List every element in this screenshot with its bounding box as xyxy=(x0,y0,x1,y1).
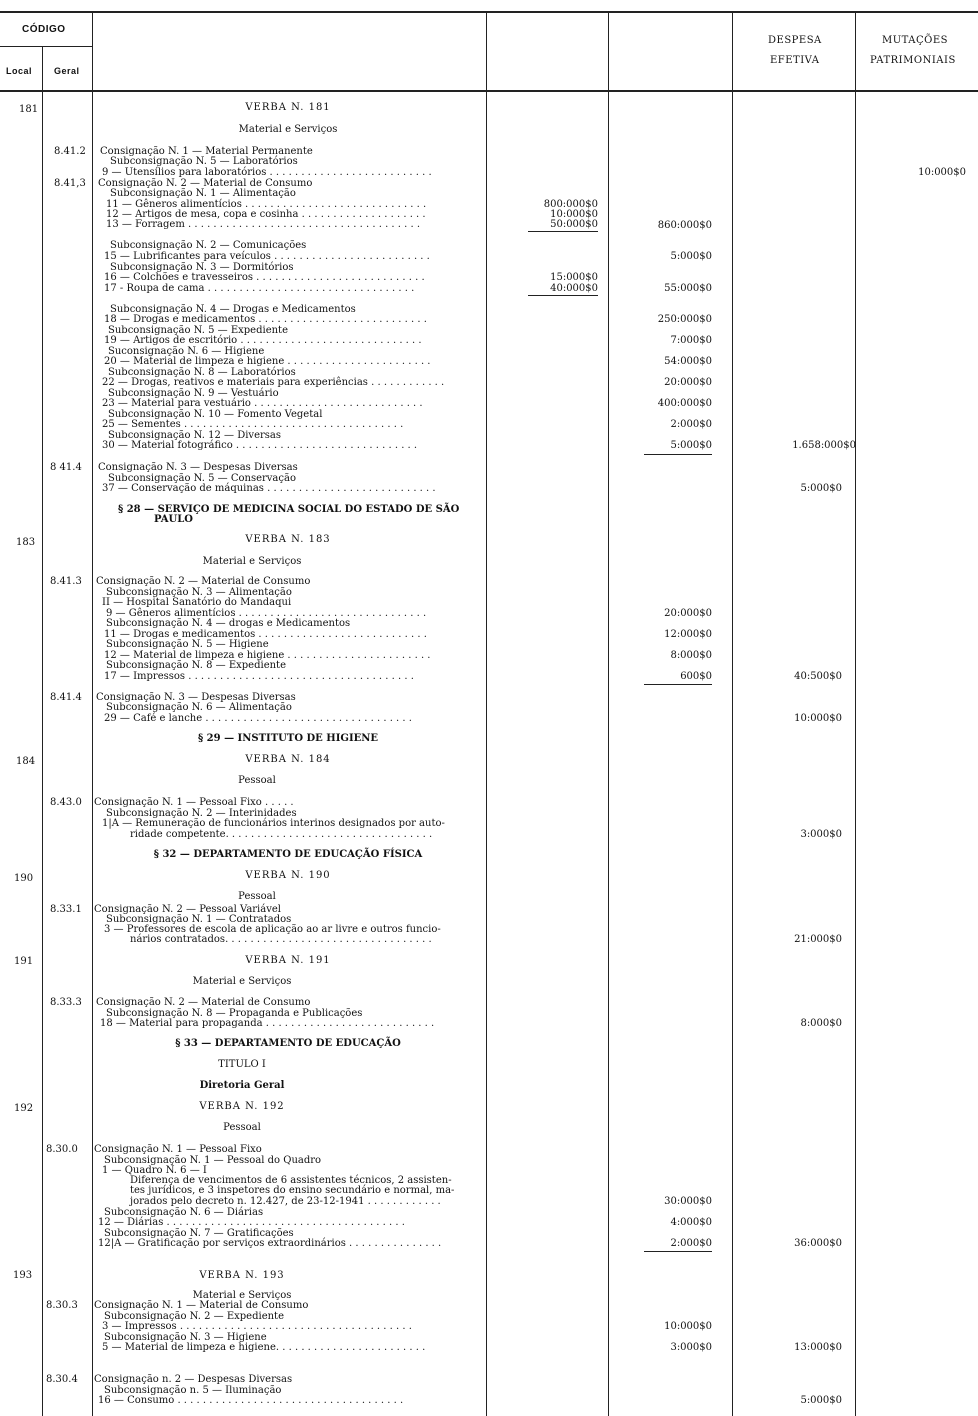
paragraph-heading: § 32 — DEPARTAMENTO DE EDUCAÇÃO FÍSICA xyxy=(153,849,423,860)
item-line: 12|A — Gratificação por serviços extraordinários . . . . . . . . . . . . . . . xyxy=(98,1238,442,1249)
col1-value: 40:000$0 xyxy=(550,283,598,294)
item-line: 3 — Impressos . . . . . . . . . . . . . . . . . . . . . . . . . . . . . . . . . . . . . xyxy=(102,1321,412,1332)
section-subheading: Pessoal xyxy=(223,1122,261,1133)
col2-value: 10:000$0 xyxy=(664,1321,712,1332)
local-code: 181 xyxy=(19,104,39,115)
consignacao-line: Consignação N. 1 — Material de Consumo xyxy=(94,1300,309,1311)
col2-value: 12:000$0 xyxy=(664,629,712,640)
col2-value: 7:000$0 xyxy=(670,335,712,346)
item-line: 3 — Professores de escola de aplicação ao ar livre e outros funcio- xyxy=(104,924,441,935)
verba-heading: VERBA N. 184 xyxy=(245,754,331,765)
subconsignacao-line: Subconsignação N. 2 — Interinidades xyxy=(106,808,297,819)
subtotal-rule xyxy=(644,1251,712,1252)
item-line: 1 — Quadro N. 6 — I xyxy=(102,1165,207,1176)
item-line: 1|A — Remuneração de funcionários interinos designados por auto- xyxy=(102,818,445,829)
subconsignacao-line: Subconsignação N. 1 — Alimentação xyxy=(110,188,296,199)
item-line: 23 — Material para vestuário . . . . . . . . . . . . . . . . . . . . . . . . . . . xyxy=(102,398,423,409)
subconsignacao-line: Subconsignação N. 8 — Laboratórios xyxy=(108,367,296,378)
consignacao-line: Consignação N. 2 — Material de Consumo xyxy=(98,178,313,189)
subconsignacao-line: Subconsignação N. 2 — Comunicações xyxy=(110,240,307,251)
item-line: 29 — Café e lanche . . . . . . . . . . . . . . . . . . . . . . . . . . . . . . . . . xyxy=(104,713,412,724)
item-line: 30 — Material fotográfico . . . . . . . . . . . . . . . . . . . . . . . . . . . . . xyxy=(102,440,418,451)
item-line: 12 — Material de limpeza e higiene . . . . . . . . . . . . . . . . . . . . . . . xyxy=(104,650,431,661)
subconsignacao-line: Subconsignação N. 5 — Higiene xyxy=(106,639,269,650)
despesa-value: 21:000$0 xyxy=(794,934,842,945)
local-code: 184 xyxy=(16,756,36,767)
section-subheading: Diretoria Geral xyxy=(199,1080,285,1091)
subconsignacao-line: Subconsignação N. 6 — Alimentação xyxy=(106,702,292,713)
item-line: 18 — Drogas e medicamentos . . . . . . . . . . . . . . . . . . . . . . . . . . . xyxy=(104,314,427,325)
geral-code: 8.30.0 xyxy=(46,1144,78,1155)
subconsignacao-line: Subconsignação N. 7 — Gratificações xyxy=(104,1228,294,1239)
geral-code: 8.30.3 xyxy=(46,1300,78,1311)
header-mutacoes-line2: PATRIMONIAIS xyxy=(870,55,956,66)
item-line: 11 — Gêneros alimentícios . . . . . . . . . . . . . . . . . . . . . . . . . . . . . xyxy=(106,199,427,210)
col2-value: 30:000$0 xyxy=(664,1196,712,1207)
col2-value: 20:000$0 xyxy=(664,608,712,619)
verba-heading: VERBA N. 191 xyxy=(245,955,331,966)
consignacao-line: Consignação N. 2 — Material de Consumo xyxy=(96,997,311,1008)
item-line: 17 — Impressos . . . . . . . . . . . . . . . . . . . . . . . . . . . . . . . . . . . . xyxy=(104,671,414,682)
item-line: 11 — Drogas e medicamentos . . . . . . . . . . . . . . . . . . . . . . . . . . . xyxy=(104,629,427,640)
col-divider-local xyxy=(42,47,43,1416)
subconsignacao-line: Subconsignação N. 3 — Higiene xyxy=(104,1332,267,1343)
despesa-value: 36:000$0 xyxy=(794,1238,842,1249)
subconsignacao-line: Subconsignação N. 5 — Laboratórios xyxy=(110,156,298,167)
despesa-value: 1.658:000$0 xyxy=(792,440,856,451)
item-line: 37 — Conservação de máquinas . . . . . . . . . . . . . . . . . . . . . . . . . . . xyxy=(102,483,436,494)
subtotal-rule xyxy=(528,231,598,232)
subconsignacao-line: Subconsignação N. 4 — drogas e Medicamentos xyxy=(106,618,351,629)
item-line: 9 — Gêneros alimentícios . . . . . . . . . . . . . . . . . . . . . . . . . . . . . . xyxy=(106,608,427,619)
consignacao-line: Consignação N. 1 — Material Permanente xyxy=(100,146,313,157)
item-line: 18 — Material para propaganda . . . . . . . . . . . . . . . . . . . . . . . . . . . xyxy=(100,1018,435,1029)
subitem-line: II — Hospital Sanatório do Mandaqui xyxy=(102,597,292,608)
geral-code: 8 41.4 xyxy=(50,462,82,473)
despesa-value: 3:000$0 xyxy=(800,829,842,840)
item-line: 12 — Diárias . . . . . . . . . . . . . . . . . . . . . . . . . . . . . . . . . . . . . . xyxy=(98,1217,405,1228)
col-divider-col1 xyxy=(608,12,609,1416)
col2-value: 20:000$0 xyxy=(664,377,712,388)
header-local: Local xyxy=(6,66,33,76)
item-line: 13 — Forragem . . . . . . . . . . . . . . . . . . . . . . . . . . . . . . . . . . . . . xyxy=(106,219,421,230)
col2-value: 5:000$0 xyxy=(670,251,712,262)
consignacao-line: Consignação N. 3 — Despesas Diversas xyxy=(98,462,298,473)
section-subheading: Material e Serviços xyxy=(238,124,338,135)
verba-heading: VERBA N. 190 xyxy=(245,870,331,881)
subtotal-rule xyxy=(644,684,712,685)
col2-value: 54:000$0 xyxy=(664,356,712,367)
local-code: 192 xyxy=(14,1103,34,1114)
subtotal-rule xyxy=(528,295,598,296)
despesa-value: 8:000$0 xyxy=(800,1018,842,1029)
col2-value: 600$0 xyxy=(680,671,712,682)
geral-code: 8.33.1 xyxy=(50,904,82,915)
consignacao-line: Consignação n. 2 — Despesas Diversas xyxy=(94,1374,293,1385)
item-line: 5 — Material de limpeza e higiene. . . . . . . . . . . . . . . . . . . . . . . . xyxy=(102,1342,426,1353)
subconsignacao-line: Subconsignação N. 5 — Conservação xyxy=(108,473,296,484)
despesa-value: 5:000$0 xyxy=(800,1395,842,1406)
titulo-heading: TITULO I xyxy=(218,1059,266,1070)
subconsignacao-line: Subconsignação N. 3 — Dormitórios xyxy=(110,262,294,273)
item-line-cont: tes jurídicos, e 3 inspetores do ensino secundário e normal, ma- xyxy=(130,1185,455,1196)
subtotal-rule xyxy=(644,454,712,455)
subconsignacao-line: Suconsignação N. 6 — Higiene xyxy=(108,346,265,357)
item-line: 25 — Sementes . . . . . . . . . . . . . . . . . . . . . . . . . . . . . . . . . . . xyxy=(102,419,404,430)
subconsignacao-line: Subconsignação N. 10 — Fomento Vegetal xyxy=(108,409,323,420)
subconsignacao-line: Subconsignação N. 5 — Expediente xyxy=(108,325,288,336)
col1-value: 15:000$0 xyxy=(550,272,598,283)
header-mutacoes-line1: MUTAÇÕES xyxy=(882,35,949,46)
item-line-cont: nários contratados. . . . . . . . . . . . . . . . . . . . . . . . . . . . . . . . . xyxy=(130,934,432,945)
geral-code: 8.30.4 xyxy=(46,1374,78,1385)
section-subheading: Material e Serviços xyxy=(202,556,302,567)
paragraph-heading: § 33 — DEPARTAMENTO DE EDUCAÇÃO xyxy=(175,1038,401,1049)
item-line-cont: Diferença de vencimentos de 6 assistentes técnicos, 2 assisten- xyxy=(130,1175,452,1186)
col2-value: 860:000$0 xyxy=(657,220,712,231)
local-code: 183 xyxy=(16,537,36,548)
subconsignacao-line: Subconsignação N. 1 — Pessoal do Quadro xyxy=(104,1155,322,1166)
col-divider-despesa xyxy=(855,12,856,1416)
paragraph-heading: § 28 — SERVIÇO DE MEDICINA SOCIAL DO ESTADO DE SÃO xyxy=(118,504,460,515)
geral-code: 8.41,3 xyxy=(54,178,86,189)
local-code: 193 xyxy=(13,1270,33,1281)
subconsignacao-line: Subconsignação N. 8 — Expediente xyxy=(106,660,286,671)
subconsignacao-line: Subconsignação N. 9 — Vestuário xyxy=(108,388,279,399)
item-line-cont: ridade competente. . . . . . . . . . . . . . . . . . . . . . . . . . . . . . . . . xyxy=(130,829,433,840)
col2-value: 8:000$0 xyxy=(670,650,712,661)
subconsignacao-line: Subconsignação N. 2 — Expediente xyxy=(104,1311,284,1322)
verba-heading: VERBA N. 181 xyxy=(245,102,331,113)
col2-value: 3:000$0 xyxy=(670,1342,712,1353)
geral-code: 8.33.3 xyxy=(50,997,82,1008)
item-line: 20 — Material de limpeza e higiene . . . . . . . . . . . . . . . . . . . . . . . xyxy=(104,356,431,367)
subconsignacao-line: Subconsignação N. 1 — Contratados xyxy=(106,914,292,925)
top-rule xyxy=(0,11,978,13)
verba-heading: VERBA N. 193 xyxy=(199,1270,285,1281)
item-line: 16 — Consumo . . . . . . . . . . . . . . . . . . . . . . . . . . . . . . . . . . . . xyxy=(98,1395,404,1406)
item-line: 12 — Artigos de mesa, copa e cosinha . . . . . . . . . . . . . . . . . . . . xyxy=(106,209,426,220)
despesa-value: 40:500$0 xyxy=(794,671,842,682)
paragraph-heading-cont: PAULO xyxy=(154,514,194,525)
mutacoes-value: 10:000$0 xyxy=(918,167,966,178)
subconsignacao-line: Subconsignação N. 3 — Alimentação xyxy=(106,587,292,598)
section-subheading: Pessoal xyxy=(238,891,276,902)
consignacao-line: Consignação N. 2 — Pessoal Variável xyxy=(94,904,281,915)
item-line: 17 - Roupa de cama . . . . . . . . . . . . . . . . . . . . . . . . . . . . . . . . . xyxy=(104,283,415,294)
col2-value: 5:000$0 xyxy=(670,440,712,451)
section-subheading: Pessoal xyxy=(238,775,276,786)
header-despesa-line2: EFETIVA xyxy=(770,55,820,66)
codigo-rule xyxy=(0,46,92,47)
item-line: 16 — Colchões e travesseiros . . . . . . . . . . . . . . . . . . . . . . . . . . . xyxy=(104,272,425,283)
geral-code: 8.41.2 xyxy=(54,146,86,157)
consignacao-line: Consignação N. 1 — Pessoal Fixo . . . . . xyxy=(94,797,294,808)
col2-value: 55:000$0 xyxy=(664,283,712,294)
subconsignacao-line: Subconsignação N. 8 — Propaganda e Publicações xyxy=(106,1008,363,1019)
subconsignacao-line: Subconsignação N. 6 — Diárias xyxy=(104,1207,264,1218)
header-despesa-line1: DESPESA xyxy=(768,35,822,46)
consignacao-line: Consignação N. 3 — Despesas Diversas xyxy=(96,692,296,703)
col2-value: 400:000$0 xyxy=(657,398,712,409)
col2-value: 250:000$0 xyxy=(657,314,712,325)
subconsignacao-line: Subconsignação N. 4 — Drogas e Medicamentos xyxy=(110,304,356,315)
col-divider-col2 xyxy=(732,12,733,1416)
verba-heading: VERBA N. 183 xyxy=(245,534,331,545)
item-line-cont: jorados pelo decreto n. 12.427, de 23-12-1941 . . . . . . . . . . . . xyxy=(130,1196,441,1207)
item-line: 9 — Utensílios para laboratórios . . . . . . . . . . . . . . . . . . . . . . . . . . xyxy=(102,167,432,178)
subconsignacao-line: Subconsignação n. 5 — Iluminação xyxy=(104,1385,282,1396)
despesa-value: 10:000$0 xyxy=(794,713,842,724)
item-line: 22 — Drogas, reativos e materiais para experiências . . . . . . . . . . . . xyxy=(102,377,445,388)
col1-value: 800:000$0 xyxy=(543,199,598,210)
section-subheading: Material e Serviços xyxy=(192,1290,292,1301)
subconsignacao-line: Subconsignação N. 12 — Diversas xyxy=(108,430,281,441)
col-divider-geral xyxy=(92,12,93,1416)
col1-value: 50:000$0 xyxy=(550,219,598,230)
verba-heading: VERBA N. 192 xyxy=(199,1101,285,1112)
consignacao-line: Consignação N. 1 — Pessoal Fixo xyxy=(94,1144,262,1155)
col1-value: 10:000$0 xyxy=(550,209,598,220)
consignacao-line: Consignação N. 2 — Material de Consumo xyxy=(96,576,311,587)
item-line: 19 — Artigos de escritório . . . . . . . . . . . . . . . . . . . . . . . . . . . . . xyxy=(104,335,422,346)
despesa-value: 13:000$0 xyxy=(794,1342,842,1353)
geral-code: 8.41.4 xyxy=(50,692,82,703)
despesa-value: 5:000$0 xyxy=(800,483,842,494)
geral-code: 8.43.0 xyxy=(50,797,82,808)
local-code: 190 xyxy=(14,873,34,884)
geral-code: 8.41.3 xyxy=(50,576,82,587)
paragraph-heading: § 29 — INSTITUTO DE HIGIENE xyxy=(197,733,379,744)
col2-value: 2:000$0 xyxy=(670,419,712,430)
item-line: 15 — Lubrificantes para veículos . . . . . . . . . . . . . . . . . . . . . . . . . xyxy=(104,251,430,262)
header-bottom-rule xyxy=(0,90,978,92)
header-codigo: CÓDIGO xyxy=(22,24,66,35)
col2-value: 4:000$0 xyxy=(670,1217,712,1228)
col-divider-desc xyxy=(486,12,487,1416)
col2-value: 2:000$0 xyxy=(670,1238,712,1249)
section-subheading: Material e Serviços xyxy=(192,976,292,987)
local-code: 191 xyxy=(14,956,34,967)
header-geral: Geral xyxy=(54,66,80,76)
